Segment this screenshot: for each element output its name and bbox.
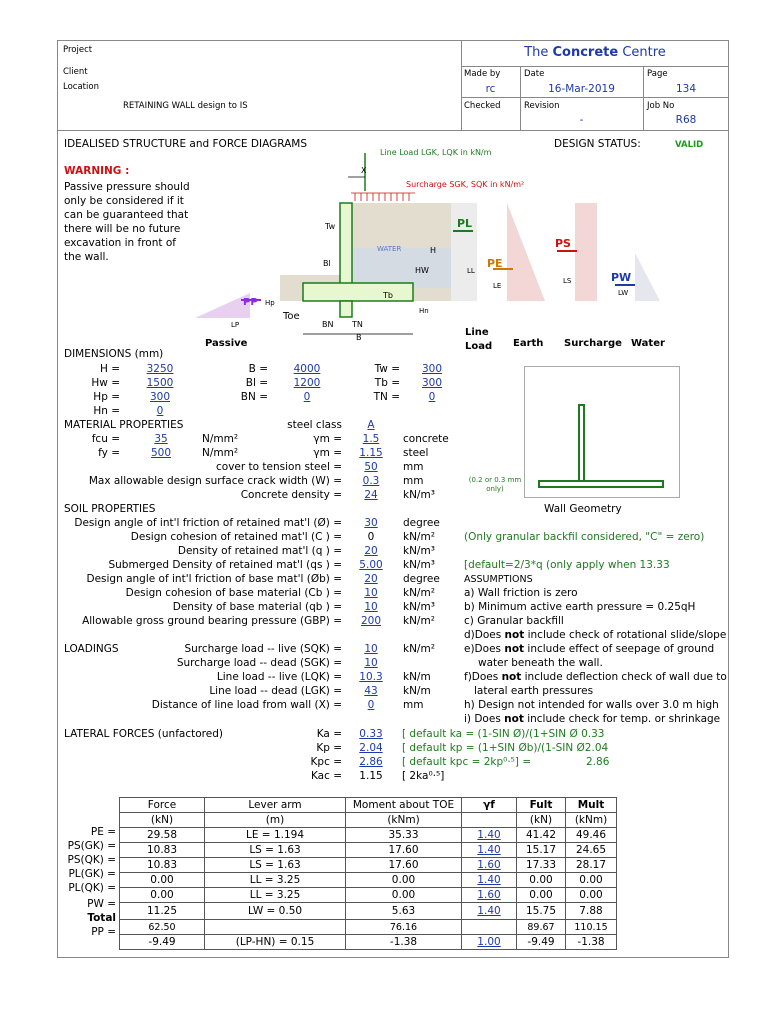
made-by-label: Made by: [464, 69, 501, 79]
svg-text:WATER: WATER: [377, 245, 402, 253]
concrete-density-input[interactable]: 24: [364, 489, 378, 501]
dim-hn-input[interactable]: 0: [156, 405, 164, 417]
dimensions-title: DIMENSIONS (mm): [64, 348, 164, 360]
dim-tn-input[interactable]: 0: [428, 391, 436, 403]
design-status-value: VALID: [675, 140, 704, 150]
lateral-title: LATERAL FORCES (unfactored): [64, 728, 223, 740]
soil-row-unit: kN/m²: [403, 587, 435, 599]
svg-text:Earth: Earth: [513, 338, 544, 349]
soil-row-label: Submerged Density of retained mat'l (qs ) =: [108, 559, 342, 571]
fcu-unit: N/mm²: [202, 433, 239, 445]
client-label: Client: [63, 67, 88, 77]
ka-note: [ default ka = (1-SIN Ø)/(1+SIN Ø 0.33: [402, 728, 605, 740]
dim-b-label: B =: [248, 363, 268, 375]
svg-text:LL: LL: [467, 267, 475, 275]
crack-unit: mm: [403, 475, 424, 487]
soil-row-unit: kN/m³: [403, 601, 435, 613]
wall-geometry-caption: Wall Geometry: [544, 503, 622, 515]
soil-row-label: Design angle of int'l friction of base mat'l (Øb) =: [86, 573, 342, 585]
soil-row-unit: kN/m²: [403, 615, 435, 627]
section-title: IDEALISED STRUCTURE and FORCE DIAGRAMS: [64, 138, 307, 150]
svg-text:Hp: Hp: [265, 299, 275, 307]
gf-input[interactable]: 1.60: [462, 858, 517, 873]
dim-tb-input[interactable]: 300: [421, 377, 443, 389]
dim-b-input[interactable]: 4000: [293, 363, 321, 375]
gm-steel-desc: steel: [403, 447, 429, 459]
surcharge-label: Surcharge SGK, SQK in kN/m²: [406, 180, 525, 189]
svg-text:PL: PL: [457, 217, 473, 230]
cover-unit: mm: [403, 461, 424, 473]
svg-text:LP: LP: [231, 321, 240, 329]
loading-row-input[interactable]: 10: [364, 657, 378, 669]
table-units-row: (kN) (m) (kNm) (kN) (kNm): [120, 813, 617, 828]
kac-label: Kac =: [310, 770, 342, 782]
loading-row-unit: mm: [403, 699, 424, 711]
loading-row-input[interactable]: 0: [367, 699, 375, 711]
fy-unit: N/mm²: [202, 447, 239, 459]
dim-h-input[interactable]: 3250: [146, 363, 174, 375]
loading-row-label: Surcharge load -- live (SQK) =: [184, 643, 342, 655]
assumption-e2: water beneath the wall.: [478, 657, 603, 669]
brand-logo: The Concrete Centre: [524, 45, 666, 60]
kpc-default-value: 2.86: [586, 756, 610, 768]
assumption-f: f)Does not include deflection check of wall due to: [464, 671, 727, 683]
concrete-density-unit: kN/m³: [403, 489, 435, 501]
page-label: Page: [647, 69, 668, 79]
wall-geometry-box: [524, 366, 680, 498]
soil-row-label: Design angle of int'l friction of retained mat'l (Ø) =: [74, 517, 342, 529]
concrete-density-label: Concrete density =: [240, 489, 342, 501]
gm-concrete-input[interactable]: 1.5: [362, 433, 380, 445]
dim-bl-label: Bl =: [245, 377, 268, 389]
soil-row-unit: degree: [403, 573, 440, 585]
gm-concrete-desc: concrete: [403, 433, 449, 445]
made-by-value: rc: [485, 83, 496, 95]
design-status-label: DESIGN STATUS:: [554, 138, 641, 150]
kac-note: [ 2ka⁰·⁵]: [402, 770, 445, 782]
loading-row-input[interactable]: 10.3: [359, 671, 383, 683]
kpc-note: [ default kpc = 2kp⁰·⁵] =: [402, 756, 532, 768]
force-table: [119, 797, 617, 950]
soil-row-input[interactable]: 10: [364, 587, 378, 599]
soil-row-label: Allowable gross ground bearing pressure (GBP) =: [82, 615, 342, 627]
kpc-input[interactable]: 2.86: [359, 756, 383, 768]
svg-text:PE: PE: [487, 257, 503, 270]
warning-title: WARNING :: [64, 165, 130, 177]
svg-text:Toe: Toe: [283, 311, 300, 322]
dim-hn-label: Hn =: [93, 405, 120, 417]
dim-hw-input[interactable]: 1500: [146, 377, 174, 389]
soil-row-input[interactable]: 20: [364, 545, 378, 557]
fy-input[interactable]: 500: [150, 447, 172, 459]
soil-row-unit: kN/m²: [403, 531, 435, 543]
crack-note: (0.2 or 0.3 mm only): [468, 476, 522, 493]
kac-value: 1.15: [359, 770, 383, 782]
soil-row-input[interactable]: 30: [364, 517, 378, 529]
svg-text:Hn: Hn: [419, 307, 429, 315]
cover-input[interactable]: 50: [364, 461, 378, 473]
dim-tn-label: TN =: [373, 391, 400, 403]
svg-text:H: H: [430, 246, 437, 255]
svg-text:Passive: Passive: [205, 338, 248, 349]
svg-text:PW: PW: [611, 271, 632, 284]
soil-row-input[interactable]: 20: [364, 573, 378, 585]
svg-text:Load: Load: [465, 341, 493, 352]
svg-text:PS: PS: [555, 237, 571, 250]
gf-input[interactable]: 1.40: [462, 828, 517, 843]
svg-text:Line: Line: [465, 327, 489, 338]
svg-text:B: B: [356, 333, 362, 342]
assumption-c: c) Granular backfill: [464, 615, 564, 627]
svg-text:Water: Water: [631, 338, 665, 349]
assumption-h: h) Design not intended for walls over 3.0 m high: [464, 699, 719, 711]
svg-text:Tw: Tw: [325, 222, 336, 231]
assumption-a: a) Wall friction is zero: [464, 587, 578, 599]
dim-hp-label: Hp =: [93, 391, 120, 403]
table-row: -9.49 (LP-HN) = 0.15 -1.38 1.00 -9.49 -1.38: [120, 935, 617, 950]
soil-row-note: [default=2/3*q (only apply when 13.33: [464, 559, 670, 571]
svg-text:HW: HW: [415, 266, 429, 275]
loading-row-label: Surcharge load -- dead (SGK) =: [176, 657, 342, 669]
gf-input[interactable]: 1.60: [462, 888, 517, 903]
table-row: 10.83 LS = 1.63 17.60 1.60 17.33 28.17: [120, 858, 617, 873]
gm-concrete-label: γm =: [313, 433, 342, 445]
crack-label: Max allowable design surface crack width (W) =: [88, 475, 342, 487]
svg-text:LE: LE: [493, 282, 502, 290]
loading-row-label: Line load -- live (LQK) =: [216, 671, 342, 683]
soil-row-note: (Only granular backfil considered, "C" = zero): [464, 531, 705, 543]
dim-hp-input[interactable]: 300: [149, 391, 171, 403]
loading-row-unit: kN/m: [403, 671, 431, 683]
job-no-value: R68: [675, 114, 697, 126]
soil-row-value: 0: [367, 531, 375, 543]
gf-input[interactable]: 1.00: [462, 935, 517, 950]
table-row: 10.83 LS = 1.63 17.60 1.40 15.17 24.65: [120, 843, 617, 858]
table-row: 29.58 LE = 1.194 35.33 1.40 41.42 49.46: [120, 828, 617, 843]
gf-input[interactable]: 1.40: [462, 843, 517, 858]
loading-row-unit: kN/m: [403, 685, 431, 697]
table-row: 0.00 LL = 3.25 0.00 1.60 0.00 0.00: [120, 888, 617, 903]
table-row-labels: PE = PS(GK) = PS(QK) = PL(GK) = PL(QK) = PW = Total PP =: [67, 826, 116, 938]
svg-text:Tb: Tb: [383, 291, 393, 300]
table-row: 11.25 LW = 0.50 5.63 1.40 15.75 7.88: [120, 903, 617, 920]
svg-text:PP: PP: [243, 297, 258, 308]
location-label: Location: [63, 82, 99, 92]
svg-text:BN: BN: [322, 320, 334, 329]
dim-h-label: H =: [99, 363, 120, 375]
soil-row-label: Design cohesion of retained mat'l (C ) =: [130, 531, 342, 543]
soil-row-input[interactable]: 5.00: [359, 559, 383, 571]
force-diagram: [195, 143, 665, 355]
sheet-title: RETAINING WALL design to IS: [123, 101, 248, 111]
date-label: Date: [524, 69, 545, 79]
soil-title: SOIL PROPERTIES: [64, 503, 156, 515]
loading-row-label: Line load -- dead (LGK) =: [209, 685, 342, 697]
gm-steel-input[interactable]: 1.15: [359, 447, 383, 459]
steel-class-input[interactable]: A: [367, 419, 375, 431]
soil-row-unit: kN/m³: [403, 545, 435, 557]
soil-row-label: Design cohesion of base material (Cb ) =: [125, 587, 342, 599]
ka-label: Ka =: [316, 728, 342, 740]
gf-input[interactable]: 1.40: [462, 903, 517, 920]
loadings-title: LOADINGS: [64, 643, 119, 655]
crack-input[interactable]: 0.3: [362, 475, 380, 487]
fy-label: fy =: [98, 447, 120, 459]
table-header-row: Force Lever arm Moment about TOE γf Fult Mult: [120, 798, 617, 813]
table-row: 0.00 LL = 3.25 0.00 1.40 0.00 0.00: [120, 873, 617, 888]
date-value: 16-Mar-2019: [548, 83, 615, 95]
loading-row-unit: kN/m²: [403, 643, 435, 655]
soil-row-unit: kN/m³: [403, 559, 435, 571]
dim-bn-input[interactable]: 0: [303, 391, 311, 403]
ka-input[interactable]: 0.33: [359, 728, 383, 740]
steel-class-label: steel class: [287, 419, 342, 431]
kp-note: [ default kp = (1+SIN Øb)/(1-SIN Ø2.04: [402, 742, 609, 754]
assumption-b: b) Minimum active earth pressure = 0.25qH: [464, 601, 696, 613]
dim-tb-label: Tb =: [374, 377, 400, 389]
assumption-e: e)Does not include effect of seepage of ground: [464, 643, 715, 655]
cover-label: cover to tension steel =: [216, 461, 342, 473]
material-title: MATERIAL PROPERTIES: [64, 419, 184, 431]
dim-tw-input[interactable]: 300: [421, 363, 443, 375]
svg-text:X: X: [361, 166, 367, 175]
gf-input[interactable]: 1.40: [462, 873, 517, 888]
svg-text:LW: LW: [618, 289, 629, 297]
assumptions-title: ASSUMPTIONS: [464, 574, 533, 585]
dim-bl-input[interactable]: 1200: [293, 377, 321, 389]
assumption-i: i) Does not include check for temp. or shrinkage: [464, 713, 721, 725]
svg-text:Surcharge: Surcharge: [564, 338, 622, 349]
soil-row-input[interactable]: 200: [360, 615, 382, 627]
svg-text:LS: LS: [563, 277, 572, 285]
assumption-d: d)Does not include check of rotational slide/slope: [464, 629, 727, 641]
revision-label: Revision: [524, 101, 560, 111]
job-no-label: Job No: [647, 101, 675, 111]
dim-tw-label: Tw =: [374, 363, 400, 375]
dim-bn-label: BN =: [240, 391, 268, 403]
gm-steel-label: γm =: [313, 447, 342, 459]
loading-row-input[interactable]: 43: [364, 685, 378, 697]
kp-label: Kp =: [316, 742, 342, 754]
soil-row-label: Density of base material (qb ) =: [172, 601, 342, 613]
svg-text:TN: TN: [352, 320, 363, 329]
svg-text:Bl: Bl: [323, 259, 331, 268]
wall-geometry-drawing: [525, 367, 679, 497]
line-load-label: Line Load LGK, LQK in kN/m: [380, 148, 492, 157]
warning-text: Passive pressure should only be considered if it can be guaranteed that there will be no future excavation in front of the wall.: [64, 181, 190, 263]
loading-row-input[interactable]: 10: [364, 643, 378, 655]
project-label: Project: [63, 45, 93, 55]
loading-row-label: Distance of line load from wall (X) =: [151, 699, 342, 711]
kp-input[interactable]: 2.04: [359, 742, 383, 754]
soil-row-label: Density of retained mat'l (q ) =: [177, 545, 342, 557]
fcu-input[interactable]: 35: [154, 433, 168, 445]
soil-row-input[interactable]: 10: [364, 601, 378, 613]
dim-hw-label: Hw =: [91, 377, 120, 389]
fcu-label: fcu =: [91, 433, 120, 445]
assumption-f2: lateral earth pressures: [474, 685, 594, 697]
revision-value: -: [579, 114, 584, 126]
soil-row-unit: degree: [403, 517, 440, 529]
page-value: 134: [675, 83, 697, 95]
table-total-row: 62.50 76.16 89.67 110.15: [120, 920, 617, 935]
kpc-label: Kpc =: [310, 756, 342, 768]
checked-label: Checked: [464, 101, 501, 111]
